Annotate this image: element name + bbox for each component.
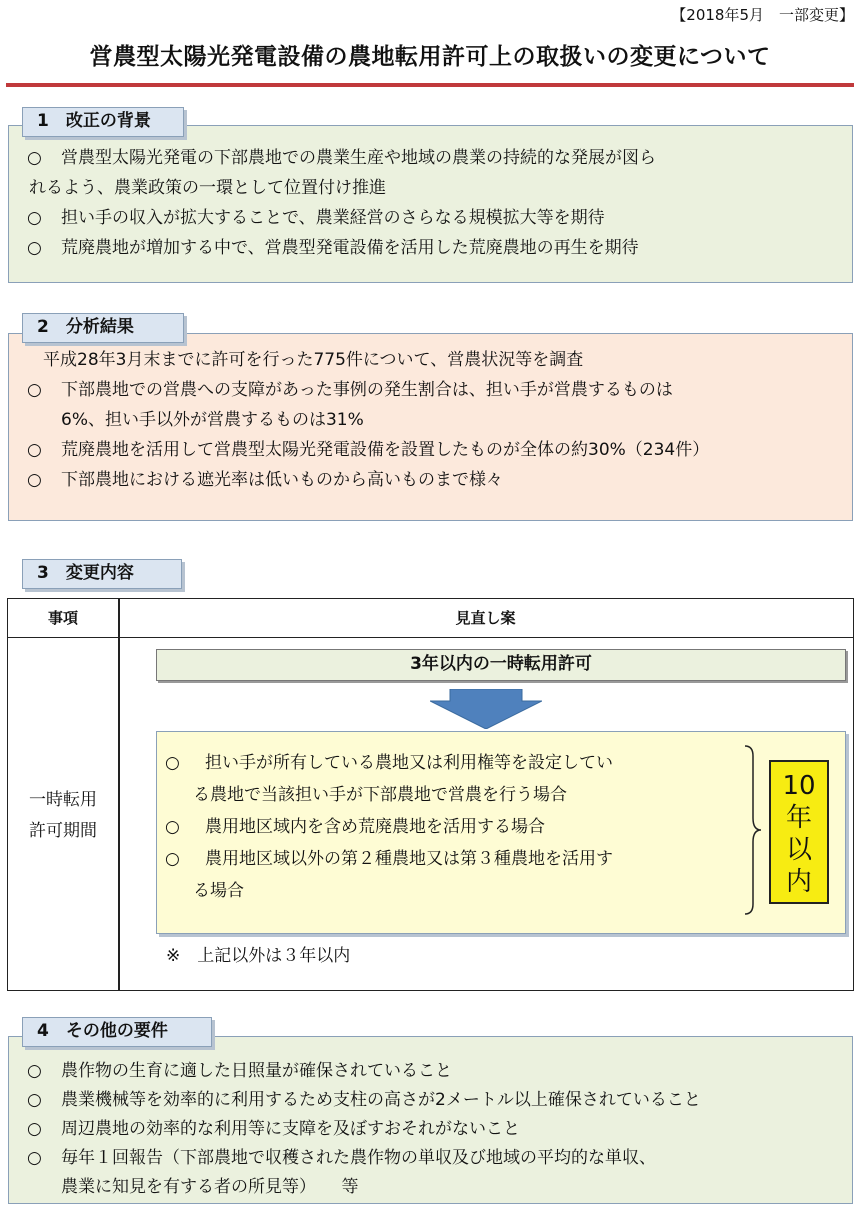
column-header-item: 事項 (47, 609, 78, 627)
list-item-continuation (165, 779, 745, 811)
list-item (165, 843, 745, 875)
list-item-text: 農用地区域以外の第２種農地又は第３種農地を活用す (205, 849, 613, 869)
bullet-marker: ○ (27, 470, 42, 490)
bullet-marker: ○ (27, 380, 42, 400)
requirements-list (27, 1057, 842, 1202)
down-arrow-icon (430, 689, 542, 729)
list-item (165, 747, 745, 779)
bullet-marker: ○ (27, 148, 42, 168)
bullet-marker: ○ (27, 208, 42, 228)
bullet-marker: ○ (165, 753, 180, 773)
list-item (27, 1086, 842, 1115)
row-label-line: 許可期間 (29, 821, 97, 841)
analysis-list (27, 345, 842, 495)
badge-text: 10 (782, 771, 816, 801)
footnote: ※ 上記以外は３年以内 (166, 946, 351, 966)
list-item-continuation (27, 405, 842, 435)
section-heading-changes: 3 変更内容 (22, 559, 182, 589)
list-item-text: 下部農地における遮光率は低いものから高いものまで様々 (61, 470, 503, 490)
row-label-temporary-permit-period (8, 785, 118, 847)
page-title: 営農型太陽光発電設備の農地転用許可上の取扱いの変更について (89, 44, 771, 70)
bullet-marker: ○ (27, 1090, 42, 1110)
section-other-requirements-panel (8, 1036, 853, 1204)
list-item-text: 営農型太陽光発電の下部農地での農業生産や地域の農業の持続的な発展が図ら (61, 148, 656, 168)
bullet-marker: ○ (27, 1061, 42, 1081)
list-item-text: 6%、担い手以外が営農するものは31% (61, 410, 364, 430)
section-background-panel (8, 125, 853, 283)
title-underline (6, 83, 854, 87)
list-item-text: 毎年１回報告（下部農地で収穫された農作物の単収及び地域の平均的な単収、 (61, 1148, 656, 1168)
list-item-text: 荒廃農地が増加する中で、営農型発電設備を活用した荒廃農地の再生を期待 (61, 238, 639, 258)
bullet-marker: ○ (165, 849, 180, 869)
list-item-continuation (27, 1173, 842, 1202)
list-item-text: る農地で当該担い手が下部農地で営農を行う場合 (193, 785, 567, 805)
list-item (27, 435, 842, 465)
list-item (27, 233, 842, 263)
bullet-marker: ○ (27, 1148, 42, 1168)
current-rule-bar: 3年以内の一時転用許可 (156, 649, 846, 681)
list-item-continuation (165, 875, 745, 907)
list-item (27, 203, 842, 233)
list-item (27, 143, 842, 173)
list-item (165, 811, 745, 843)
analysis-intro (27, 345, 842, 375)
list-item-text: 周辺農地の効率的な利用等に支障を及ぼすおそれがないこと (61, 1119, 520, 1139)
list-item (27, 465, 842, 495)
list-item-text: 下部農地での営農への支障があった事例の発生割合は、担い手が営農するものは (61, 380, 673, 400)
list-item (27, 1144, 842, 1173)
column-header-revision: 見直し案 (455, 609, 516, 627)
bullet-marker: ○ (27, 440, 42, 460)
background-list (27, 143, 842, 263)
list-item-text: 農業に知見を有する者の所見等） 等 (61, 1177, 359, 1197)
list-item-text: る場合 (193, 881, 244, 901)
list-item (27, 1115, 842, 1144)
column-divider (118, 599, 120, 990)
list-item-continuation (27, 173, 842, 203)
intro-text: 平成28年3月末までに許可を行った775件について、営農状況等を調査 (43, 350, 584, 370)
revision-date-note: 【2018年5月 一部変更】 (671, 6, 854, 24)
list-item-text: 荒廃農地を活用して営農型太陽光発電設備を設置したものが全体の約30%（234件） (61, 440, 710, 460)
list-item-text: 担い手の収入が拡大することで、農業経営のさらなる規模拡大等を期待 (61, 208, 605, 228)
bullet-marker: ○ (165, 817, 180, 837)
conditions-list (165, 747, 745, 907)
bullet-marker: ○ (27, 1119, 42, 1139)
section-analysis-panel (8, 333, 853, 521)
section-heading-analysis: 2 分析結果 (22, 313, 184, 343)
changes-table (7, 598, 854, 991)
list-item-text: 担い手が所有している農地又は利用権等を設定してい (205, 753, 613, 773)
list-item-text: 農用地区域内を含め荒廃農地を活用する場合 (205, 817, 545, 837)
section-heading-other-requirements: 4 その他の要件 (22, 1017, 212, 1047)
list-item-text: 農業機械等を効率的に利用するため支柱の高さが2メートル以上確保されていること (61, 1090, 701, 1110)
bullet-marker: ○ (27, 238, 42, 258)
ten-years-badge (769, 760, 829, 904)
badge-text: 内 (785, 867, 812, 897)
list-item (27, 1057, 842, 1086)
section-heading-background: 1 改正の背景 (22, 107, 184, 137)
revised-conditions-panel (156, 731, 846, 934)
list-item (27, 375, 842, 405)
list-item-text: 農作物の生育に適した日照量が確保されていること (61, 1061, 452, 1081)
badge-text: 以 (785, 835, 812, 865)
badge-text: 年 (785, 803, 812, 833)
row-label-line: 一時転用 (29, 790, 97, 810)
right-brace-icon (743, 744, 763, 916)
list-item-text: れるよう、農業政策の一環として位置付け推進 (29, 178, 386, 198)
table-header-row (8, 599, 853, 638)
